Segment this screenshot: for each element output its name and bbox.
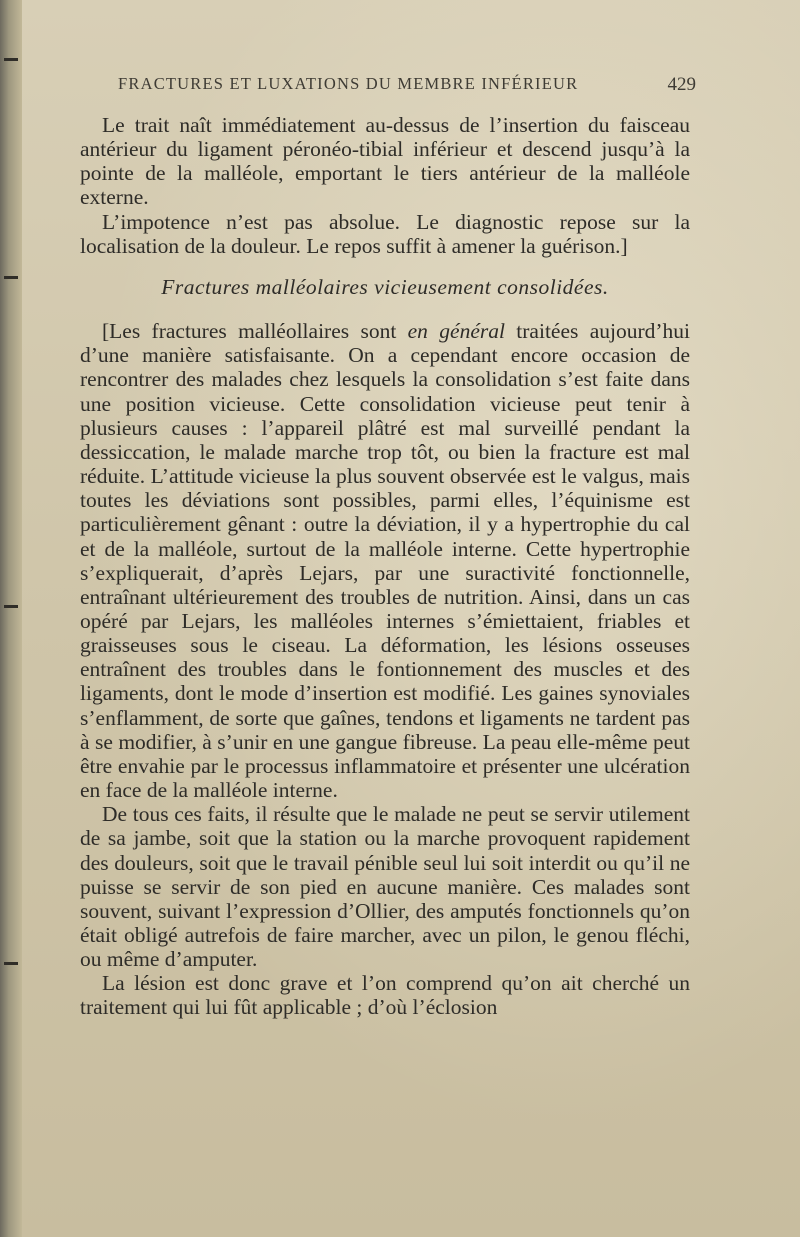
page-number: 429 <box>667 74 696 95</box>
binding-mark <box>4 962 18 965</box>
body-text <box>80 113 690 1020</box>
paragraph: De tous ces faits, il résulte que le malade ne peut se servir utilement de sa jambe, soit que la station ou la marche provoquent rapidement des douleurs, soit que le travail pénible seul lui soit interdit ou qu’il ne puisse se servir de son pied en aucune manière. Ces malades sont souvent, suivant l’expression d’Ollier, des amputés fonctionnels qu’on était obligé autrefois de faire marcher, avec un pilon, le genou fléchi, ou même d’amputer. <box>80 802 690 972</box>
paragraph-text: [Les fractures malléollaires sont <box>102 319 408 344</box>
paragraph <box>80 319 690 802</box>
running-head-title: FRACTURES ET LUXATIONS DU MEMBRE INFÉRIEUR <box>118 74 579 93</box>
paragraph: L’impotence n’est pas absolue. Le diagnostic repose sur la localisation de la douleur. Le repos suffit à amener la guérison.] <box>80 209 690 258</box>
paragraph-text: traitées aujourd’hui d’une manière satisfaisante. On a cependant encore occasion de rencontrer des malades chez lesquels la consolidation s’est faite dans une position vicieuse. Cette consolidation vicieuse peut tenir à plusieurs causes : l’appareil plâtré est mal surveillé pendant la dessiccation, le malade marche trop tôt, ou bien la fracture est mal réduite. L’attitude vicieuse la plus souvent observée est le valgus, mais toutes les déviations sont possibles, parmi elles, l’équinisme est particulièrement gênant : outre la déviation, il y a hypertrophie du cal et de la malléole, surtout de la malléole interne. Cette hypertrophie s’expliquerait, d’après Lejars, par une suractivité fonctionnelle, entraînant ultérieurement des troubles de nutrition. Ainsi, dans un cas opéré par Lejars, les malléoles internes s’émiettaient, friables et graisseuses sous le ciseau. La déformation, les lésions osseuses entraînent des troubles dans le fontionnement des muscles et des ligaments, dont le mode d’insertion est modifié. Les gaines synoviales s’enflamment, de sorte que gaînes, tendons et ligaments ne tardent pas à se modifier, à s’unir en une gangue fibreuse. La peau elle-même peut être envahie par le processus inflammatoire et présenter une ulcération en face de la malléole interne. <box>80 319 691 803</box>
binding-mark <box>4 58 18 61</box>
binding-mark <box>4 276 18 279</box>
binding-mark <box>4 605 18 608</box>
section-title: Fractures malléolaires vicieusement consolidées. <box>161 274 609 299</box>
paragraph: La lésion est donc grave et l’on comprend qu’on ait cherché un traitement qui lui fût applicable ; d’où l’éclosion <box>80 971 690 1020</box>
book-binding-edge <box>0 0 22 1237</box>
running-head <box>118 74 696 102</box>
emphasis-text: en général <box>407 319 505 344</box>
paragraph: Le trait naît immédiatement au-dessus de l’insertion du faisceau antérieur du ligament péronéo-tibial inférieur et descend jusqu’à la pointe de la malléole, emportant le tiers antérieur de la malléole externe. <box>80 113 690 210</box>
